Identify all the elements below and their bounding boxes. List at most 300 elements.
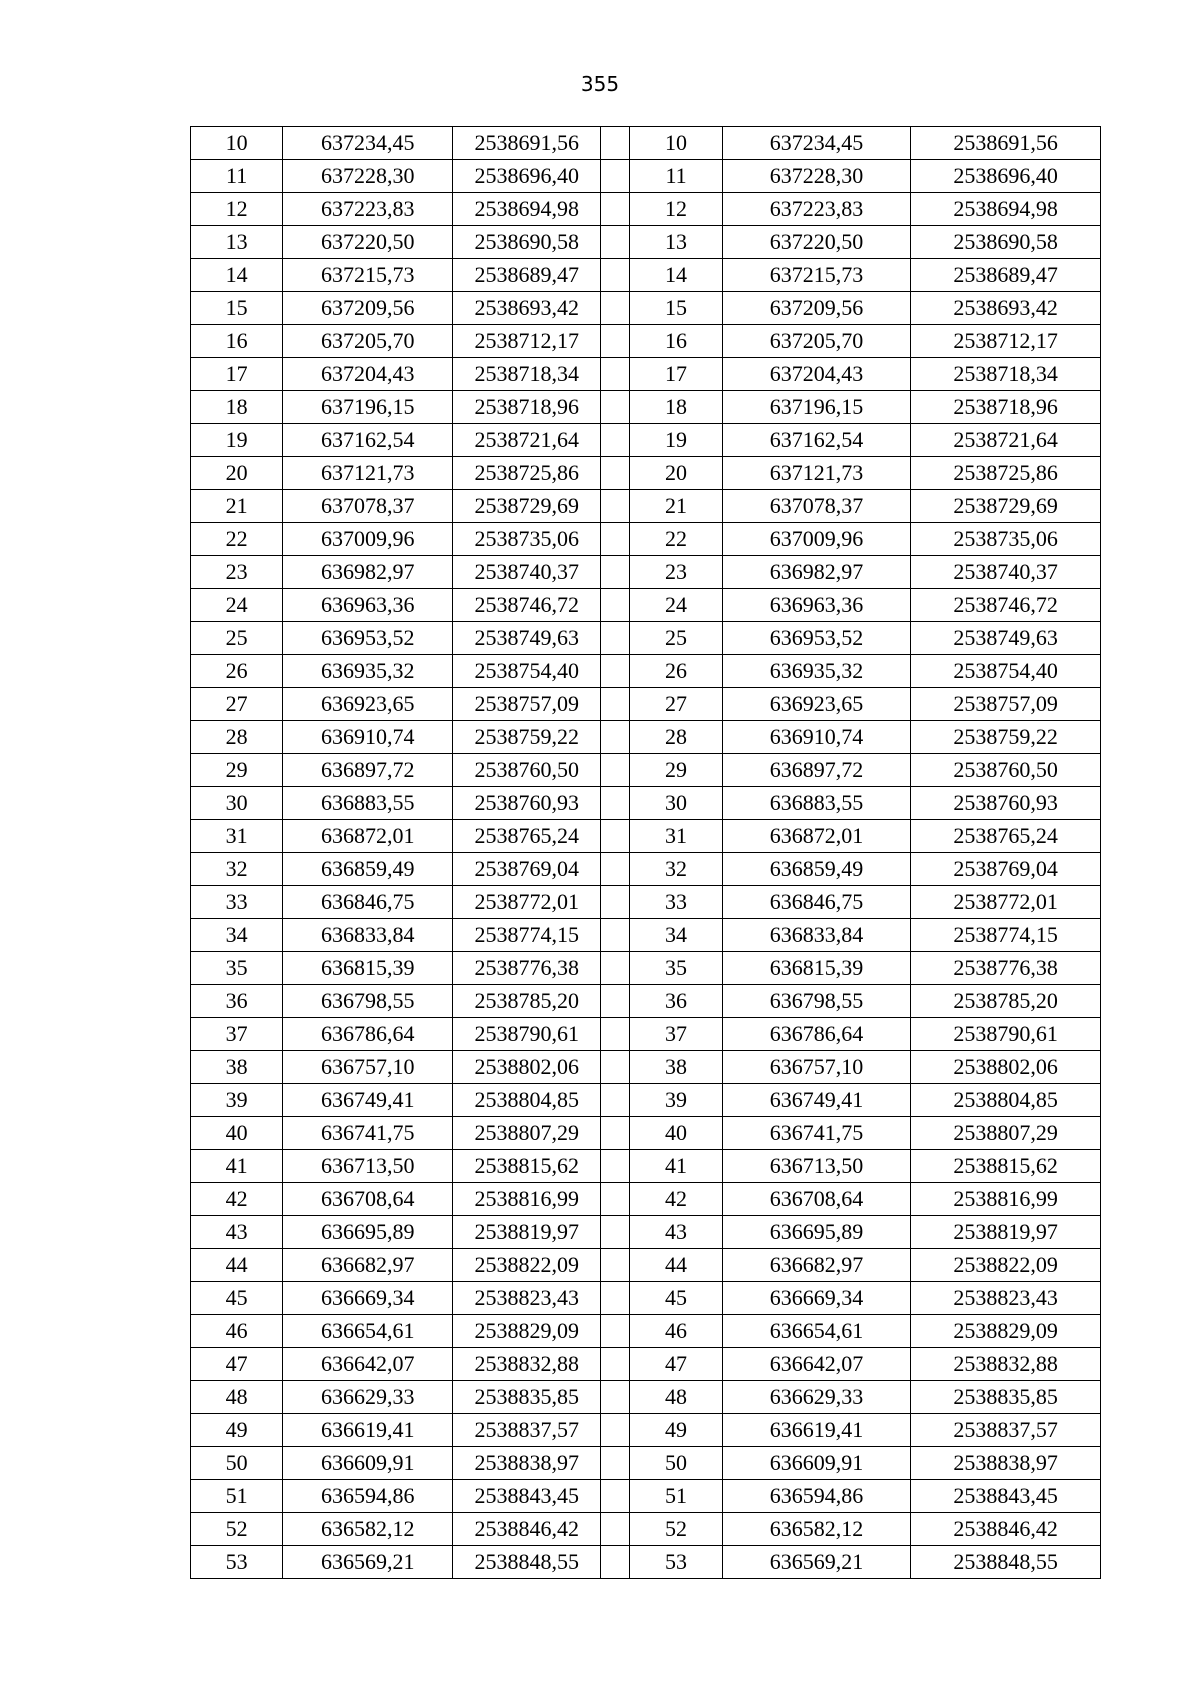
table-row — [191, 1513, 1101, 1546]
right-point-number-cell: 53 — [630, 1546, 722, 1579]
left-point-number-cell: 48 — [191, 1381, 283, 1414]
separator-cell — [601, 358, 630, 391]
left-point-number-cell: 52 — [191, 1513, 283, 1546]
right-x-coordinate-cell: 636833,84 — [722, 919, 911, 952]
page-number: 355 — [580, 72, 620, 96]
right-point-number-cell: 36 — [630, 985, 722, 1018]
right-y-coordinate-cell: 2538838,97 — [911, 1447, 1101, 1480]
right-x-coordinate-cell: 636569,21 — [722, 1546, 911, 1579]
left-y-coordinate-cell: 2538804,85 — [453, 1084, 601, 1117]
right-y-coordinate-cell: 2538819,97 — [911, 1216, 1101, 1249]
left-x-coordinate-cell: 637078,37 — [283, 490, 453, 523]
separator-cell — [601, 886, 630, 919]
right-y-coordinate-cell: 2538815,62 — [911, 1150, 1101, 1183]
right-point-number-cell: 32 — [630, 853, 722, 886]
right-x-coordinate-cell: 636982,97 — [722, 556, 911, 589]
right-x-coordinate-cell: 637121,73 — [722, 457, 911, 490]
right-y-coordinate-cell: 2538740,37 — [911, 556, 1101, 589]
separator-cell — [601, 1513, 630, 1546]
right-y-coordinate-cell: 2538760,93 — [911, 787, 1101, 820]
left-x-coordinate-cell: 636629,33 — [283, 1381, 453, 1414]
left-y-coordinate-cell: 2538721,64 — [453, 424, 601, 457]
left-y-coordinate-cell: 2538807,29 — [453, 1117, 601, 1150]
right-x-coordinate-cell: 636883,55 — [722, 787, 911, 820]
left-y-coordinate-cell: 2538757,09 — [453, 688, 601, 721]
table-row — [191, 589, 1101, 622]
right-x-coordinate-cell: 636897,72 — [722, 754, 911, 787]
left-point-number-cell: 50 — [191, 1447, 283, 1480]
left-x-coordinate-cell: 636846,75 — [283, 886, 453, 919]
left-point-number-cell: 49 — [191, 1414, 283, 1447]
separator-cell — [601, 1249, 630, 1282]
left-point-number-cell: 43 — [191, 1216, 283, 1249]
table-row — [191, 688, 1101, 721]
left-y-coordinate-cell: 2538816,99 — [453, 1183, 601, 1216]
right-x-coordinate-cell: 636935,32 — [722, 655, 911, 688]
separator-cell — [601, 193, 630, 226]
right-x-coordinate-cell: 636963,36 — [722, 589, 911, 622]
right-x-coordinate-cell: 636859,49 — [722, 853, 911, 886]
right-y-coordinate-cell: 2538735,06 — [911, 523, 1101, 556]
left-point-number-cell: 18 — [191, 391, 283, 424]
left-x-coordinate-cell: 636682,97 — [283, 1249, 453, 1282]
right-x-coordinate-cell: 636629,33 — [722, 1381, 911, 1414]
table-row — [191, 358, 1101, 391]
separator-cell — [601, 721, 630, 754]
table-row — [191, 457, 1101, 490]
right-point-number-cell: 48 — [630, 1381, 722, 1414]
left-point-number-cell: 15 — [191, 292, 283, 325]
separator-cell — [601, 655, 630, 688]
right-point-number-cell: 39 — [630, 1084, 722, 1117]
left-y-coordinate-cell: 2538689,47 — [453, 259, 601, 292]
table-row — [191, 919, 1101, 952]
left-point-number-cell: 30 — [191, 787, 283, 820]
left-y-coordinate-cell: 2538712,17 — [453, 325, 601, 358]
left-x-coordinate-cell: 636815,39 — [283, 952, 453, 985]
separator-cell — [601, 1150, 630, 1183]
left-y-coordinate-cell: 2538735,06 — [453, 523, 601, 556]
right-x-coordinate-cell: 636757,10 — [722, 1051, 911, 1084]
right-point-number-cell: 15 — [630, 292, 722, 325]
table-row — [191, 886, 1101, 919]
right-y-coordinate-cell: 2538718,96 — [911, 391, 1101, 424]
left-x-coordinate-cell: 636859,49 — [283, 853, 453, 886]
right-y-coordinate-cell: 2538689,47 — [911, 259, 1101, 292]
left-point-number-cell: 11 — [191, 160, 283, 193]
left-point-number-cell: 51 — [191, 1480, 283, 1513]
right-y-coordinate-cell: 2538835,85 — [911, 1381, 1101, 1414]
separator-cell — [601, 622, 630, 655]
right-x-coordinate-cell: 636654,61 — [722, 1315, 911, 1348]
coordinates-table — [190, 126, 1101, 1579]
separator-cell — [601, 523, 630, 556]
left-x-coordinate-cell: 636953,52 — [283, 622, 453, 655]
left-y-coordinate-cell: 2538835,85 — [453, 1381, 601, 1414]
right-y-coordinate-cell: 2538746,72 — [911, 589, 1101, 622]
right-point-number-cell: 12 — [630, 193, 722, 226]
left-x-coordinate-cell: 636569,21 — [283, 1546, 453, 1579]
right-x-coordinate-cell: 637209,56 — [722, 292, 911, 325]
table-row — [191, 160, 1101, 193]
table-row — [191, 1381, 1101, 1414]
right-x-coordinate-cell: 636953,52 — [722, 622, 911, 655]
right-point-number-cell: 31 — [630, 820, 722, 853]
left-x-coordinate-cell: 637234,45 — [283, 127, 453, 160]
right-point-number-cell: 37 — [630, 1018, 722, 1051]
left-x-coordinate-cell: 636713,50 — [283, 1150, 453, 1183]
separator-cell — [601, 259, 630, 292]
left-point-number-cell: 23 — [191, 556, 283, 589]
left-y-coordinate-cell: 2538785,20 — [453, 985, 601, 1018]
separator-cell — [601, 1480, 630, 1513]
right-point-number-cell: 13 — [630, 226, 722, 259]
left-x-coordinate-cell: 636757,10 — [283, 1051, 453, 1084]
left-y-coordinate-cell: 2538829,09 — [453, 1315, 601, 1348]
separator-cell — [601, 919, 630, 952]
left-y-coordinate-cell: 2538759,22 — [453, 721, 601, 754]
right-point-number-cell: 47 — [630, 1348, 722, 1381]
separator-cell — [601, 1315, 630, 1348]
right-point-number-cell: 51 — [630, 1480, 722, 1513]
left-point-number-cell: 47 — [191, 1348, 283, 1381]
left-point-number-cell: 19 — [191, 424, 283, 457]
left-x-coordinate-cell: 636923,65 — [283, 688, 453, 721]
right-y-coordinate-cell: 2538718,34 — [911, 358, 1101, 391]
right-y-coordinate-cell: 2538754,40 — [911, 655, 1101, 688]
right-point-number-cell: 50 — [630, 1447, 722, 1480]
right-y-coordinate-cell: 2538693,42 — [911, 292, 1101, 325]
table-row — [191, 952, 1101, 985]
table-row — [191, 1348, 1101, 1381]
table-row — [191, 820, 1101, 853]
left-x-coordinate-cell: 636619,41 — [283, 1414, 453, 1447]
left-point-number-cell: 42 — [191, 1183, 283, 1216]
right-y-coordinate-cell: 2538774,15 — [911, 919, 1101, 952]
right-x-coordinate-cell: 637220,50 — [722, 226, 911, 259]
left-x-coordinate-cell: 636833,84 — [283, 919, 453, 952]
table-row — [191, 1117, 1101, 1150]
separator-cell — [601, 1117, 630, 1150]
right-y-coordinate-cell: 2538804,85 — [911, 1084, 1101, 1117]
left-y-coordinate-cell: 2538690,58 — [453, 226, 601, 259]
left-point-number-cell: 22 — [191, 523, 283, 556]
left-y-coordinate-cell: 2538769,04 — [453, 853, 601, 886]
left-point-number-cell: 41 — [191, 1150, 283, 1183]
right-point-number-cell: 44 — [630, 1249, 722, 1282]
left-x-coordinate-cell: 636654,61 — [283, 1315, 453, 1348]
left-x-coordinate-cell: 637162,54 — [283, 424, 453, 457]
left-x-coordinate-cell: 636708,64 — [283, 1183, 453, 1216]
left-point-number-cell: 25 — [191, 622, 283, 655]
right-y-coordinate-cell: 2538759,22 — [911, 721, 1101, 754]
separator-cell — [601, 1051, 630, 1084]
left-x-coordinate-cell: 637228,30 — [283, 160, 453, 193]
right-y-coordinate-cell: 2538749,63 — [911, 622, 1101, 655]
table-row — [191, 1084, 1101, 1117]
left-y-coordinate-cell: 2538760,50 — [453, 754, 601, 787]
table-row — [191, 193, 1101, 226]
right-point-number-cell: 17 — [630, 358, 722, 391]
left-x-coordinate-cell: 637215,73 — [283, 259, 453, 292]
left-y-coordinate-cell: 2538718,34 — [453, 358, 601, 391]
left-y-coordinate-cell: 2538725,86 — [453, 457, 601, 490]
table-row — [191, 1546, 1101, 1579]
right-point-number-cell: 27 — [630, 688, 722, 721]
right-point-number-cell: 22 — [630, 523, 722, 556]
right-x-coordinate-cell: 636872,01 — [722, 820, 911, 853]
left-x-coordinate-cell: 636963,36 — [283, 589, 453, 622]
left-x-coordinate-cell: 636594,86 — [283, 1480, 453, 1513]
right-point-number-cell: 19 — [630, 424, 722, 457]
right-y-coordinate-cell: 2538772,01 — [911, 886, 1101, 919]
separator-cell — [601, 325, 630, 358]
right-y-coordinate-cell: 2538848,55 — [911, 1546, 1101, 1579]
right-point-number-cell: 41 — [630, 1150, 722, 1183]
right-point-number-cell: 24 — [630, 589, 722, 622]
right-y-coordinate-cell: 2538823,43 — [911, 1282, 1101, 1315]
left-point-number-cell: 37 — [191, 1018, 283, 1051]
right-y-coordinate-cell: 2538785,20 — [911, 985, 1101, 1018]
table-row — [191, 424, 1101, 457]
left-x-coordinate-cell: 636872,01 — [283, 820, 453, 853]
left-y-coordinate-cell: 2538691,56 — [453, 127, 601, 160]
left-point-number-cell: 12 — [191, 193, 283, 226]
left-y-coordinate-cell: 2538696,40 — [453, 160, 601, 193]
right-point-number-cell: 25 — [630, 622, 722, 655]
separator-cell — [601, 1084, 630, 1117]
left-point-number-cell: 29 — [191, 754, 283, 787]
right-x-coordinate-cell: 636594,86 — [722, 1480, 911, 1513]
separator-cell — [601, 787, 630, 820]
separator-cell — [601, 589, 630, 622]
left-point-number-cell: 46 — [191, 1315, 283, 1348]
separator-cell — [601, 292, 630, 325]
left-y-coordinate-cell: 2538832,88 — [453, 1348, 601, 1381]
right-x-coordinate-cell: 636669,34 — [722, 1282, 911, 1315]
separator-cell — [601, 1018, 630, 1051]
right-point-number-cell: 30 — [630, 787, 722, 820]
left-y-coordinate-cell: 2538729,69 — [453, 490, 601, 523]
table-row — [191, 622, 1101, 655]
left-point-number-cell: 39 — [191, 1084, 283, 1117]
left-y-coordinate-cell: 2538823,43 — [453, 1282, 601, 1315]
separator-cell — [601, 127, 630, 160]
separator-cell — [601, 490, 630, 523]
right-y-coordinate-cell: 2538843,45 — [911, 1480, 1101, 1513]
separator-cell — [601, 1381, 630, 1414]
left-x-coordinate-cell: 636910,74 — [283, 721, 453, 754]
right-point-number-cell: 29 — [630, 754, 722, 787]
left-point-number-cell: 13 — [191, 226, 283, 259]
right-y-coordinate-cell: 2538790,61 — [911, 1018, 1101, 1051]
right-y-coordinate-cell: 2538837,57 — [911, 1414, 1101, 1447]
right-point-number-cell: 20 — [630, 457, 722, 490]
right-x-coordinate-cell: 637009,96 — [722, 523, 911, 556]
right-x-coordinate-cell: 636642,07 — [722, 1348, 911, 1381]
table-row — [191, 127, 1101, 160]
right-x-coordinate-cell: 637205,70 — [722, 325, 911, 358]
left-x-coordinate-cell: 636883,55 — [283, 787, 453, 820]
right-y-coordinate-cell: 2538832,88 — [911, 1348, 1101, 1381]
left-x-coordinate-cell: 637220,50 — [283, 226, 453, 259]
right-x-coordinate-cell: 636582,12 — [722, 1513, 911, 1546]
left-point-number-cell: 31 — [191, 820, 283, 853]
left-point-number-cell: 36 — [191, 985, 283, 1018]
table-row — [191, 1150, 1101, 1183]
separator-cell — [601, 1216, 630, 1249]
right-y-coordinate-cell: 2538721,64 — [911, 424, 1101, 457]
right-y-coordinate-cell: 2538729,69 — [911, 490, 1101, 523]
right-point-number-cell: 35 — [630, 952, 722, 985]
right-point-number-cell: 52 — [630, 1513, 722, 1546]
table-row — [191, 1051, 1101, 1084]
separator-cell — [601, 556, 630, 589]
left-y-coordinate-cell: 2538802,06 — [453, 1051, 601, 1084]
table-row — [191, 1249, 1101, 1282]
left-x-coordinate-cell: 637209,56 — [283, 292, 453, 325]
left-y-coordinate-cell: 2538838,97 — [453, 1447, 601, 1480]
right-x-coordinate-cell: 636815,39 — [722, 952, 911, 985]
left-x-coordinate-cell: 636669,34 — [283, 1282, 453, 1315]
right-x-coordinate-cell: 637204,43 — [722, 358, 911, 391]
right-x-coordinate-cell: 637228,30 — [722, 160, 911, 193]
separator-cell — [601, 391, 630, 424]
right-y-coordinate-cell: 2538712,17 — [911, 325, 1101, 358]
left-y-coordinate-cell: 2538760,93 — [453, 787, 601, 820]
separator-cell — [601, 985, 630, 1018]
left-x-coordinate-cell: 636695,89 — [283, 1216, 453, 1249]
right-point-number-cell: 10 — [630, 127, 722, 160]
separator-cell — [601, 1282, 630, 1315]
right-y-coordinate-cell: 2538760,50 — [911, 754, 1101, 787]
left-x-coordinate-cell: 636798,55 — [283, 985, 453, 1018]
right-x-coordinate-cell: 637162,54 — [722, 424, 911, 457]
right-point-number-cell: 16 — [630, 325, 722, 358]
table-row — [191, 1216, 1101, 1249]
right-x-coordinate-cell: 637215,73 — [722, 259, 911, 292]
right-point-number-cell: 45 — [630, 1282, 722, 1315]
table-row — [191, 556, 1101, 589]
left-y-coordinate-cell: 2538790,61 — [453, 1018, 601, 1051]
table-row — [191, 853, 1101, 886]
right-point-number-cell: 49 — [630, 1414, 722, 1447]
left-x-coordinate-cell: 636582,12 — [283, 1513, 453, 1546]
right-x-coordinate-cell: 636798,55 — [722, 985, 911, 1018]
left-point-number-cell: 17 — [191, 358, 283, 391]
left-x-coordinate-cell: 636642,07 — [283, 1348, 453, 1381]
right-y-coordinate-cell: 2538802,06 — [911, 1051, 1101, 1084]
left-y-coordinate-cell: 2538776,38 — [453, 952, 601, 985]
left-y-coordinate-cell: 2538822,09 — [453, 1249, 601, 1282]
separator-cell — [601, 952, 630, 985]
left-point-number-cell: 53 — [191, 1546, 283, 1579]
left-x-coordinate-cell: 636609,91 — [283, 1447, 453, 1480]
left-x-coordinate-cell: 637009,96 — [283, 523, 453, 556]
left-point-number-cell: 34 — [191, 919, 283, 952]
separator-cell — [601, 1447, 630, 1480]
right-point-number-cell: 33 — [630, 886, 722, 919]
table-row — [191, 259, 1101, 292]
coordinates-table-body — [191, 127, 1101, 1579]
left-y-coordinate-cell: 2538740,37 — [453, 556, 601, 589]
table-row — [191, 490, 1101, 523]
left-y-coordinate-cell: 2538772,01 — [453, 886, 601, 919]
left-point-number-cell: 10 — [191, 127, 283, 160]
left-x-coordinate-cell: 637196,15 — [283, 391, 453, 424]
left-x-coordinate-cell: 636982,97 — [283, 556, 453, 589]
right-x-coordinate-cell: 637223,83 — [722, 193, 911, 226]
right-point-number-cell: 34 — [630, 919, 722, 952]
right-y-coordinate-cell: 2538769,04 — [911, 853, 1101, 886]
table-row — [191, 1282, 1101, 1315]
table-row — [191, 391, 1101, 424]
right-y-coordinate-cell: 2538725,86 — [911, 457, 1101, 490]
left-x-coordinate-cell: 637223,83 — [283, 193, 453, 226]
right-y-coordinate-cell: 2538691,56 — [911, 127, 1101, 160]
right-x-coordinate-cell: 636741,75 — [722, 1117, 911, 1150]
right-y-coordinate-cell: 2538696,40 — [911, 160, 1101, 193]
left-point-number-cell: 27 — [191, 688, 283, 721]
table-row — [191, 787, 1101, 820]
right-point-number-cell: 38 — [630, 1051, 722, 1084]
right-x-coordinate-cell: 636713,50 — [722, 1150, 911, 1183]
right-x-coordinate-cell: 636923,65 — [722, 688, 911, 721]
left-y-coordinate-cell: 2538746,72 — [453, 589, 601, 622]
left-x-coordinate-cell: 636935,32 — [283, 655, 453, 688]
separator-cell — [601, 457, 630, 490]
separator-cell — [601, 424, 630, 457]
right-point-number-cell: 11 — [630, 160, 722, 193]
left-x-coordinate-cell: 637121,73 — [283, 457, 453, 490]
right-point-number-cell: 43 — [630, 1216, 722, 1249]
table-row — [191, 1414, 1101, 1447]
left-y-coordinate-cell: 2538819,97 — [453, 1216, 601, 1249]
separator-cell — [601, 226, 630, 259]
right-point-number-cell: 18 — [630, 391, 722, 424]
separator-cell — [601, 1414, 630, 1447]
right-point-number-cell: 26 — [630, 655, 722, 688]
right-x-coordinate-cell: 636619,41 — [722, 1414, 911, 1447]
table-row — [191, 1480, 1101, 1513]
table-row — [191, 226, 1101, 259]
left-point-number-cell: 45 — [191, 1282, 283, 1315]
left-x-coordinate-cell: 636897,72 — [283, 754, 453, 787]
left-point-number-cell: 33 — [191, 886, 283, 919]
separator-cell — [601, 1348, 630, 1381]
right-point-number-cell: 46 — [630, 1315, 722, 1348]
separator-cell — [601, 160, 630, 193]
left-point-number-cell: 38 — [191, 1051, 283, 1084]
table-row — [191, 1183, 1101, 1216]
left-point-number-cell: 26 — [191, 655, 283, 688]
right-x-coordinate-cell: 637078,37 — [722, 490, 911, 523]
left-point-number-cell: 35 — [191, 952, 283, 985]
separator-cell — [601, 1546, 630, 1579]
left-y-coordinate-cell: 2538718,96 — [453, 391, 601, 424]
right-x-coordinate-cell: 636682,97 — [722, 1249, 911, 1282]
right-y-coordinate-cell: 2538816,99 — [911, 1183, 1101, 1216]
left-point-number-cell: 44 — [191, 1249, 283, 1282]
left-point-number-cell: 21 — [191, 490, 283, 523]
left-point-number-cell: 20 — [191, 457, 283, 490]
right-y-coordinate-cell: 2538829,09 — [911, 1315, 1101, 1348]
left-x-coordinate-cell: 637204,43 — [283, 358, 453, 391]
separator-cell — [601, 853, 630, 886]
right-y-coordinate-cell: 2538822,09 — [911, 1249, 1101, 1282]
right-y-coordinate-cell: 2538807,29 — [911, 1117, 1101, 1150]
right-point-number-cell: 14 — [630, 259, 722, 292]
